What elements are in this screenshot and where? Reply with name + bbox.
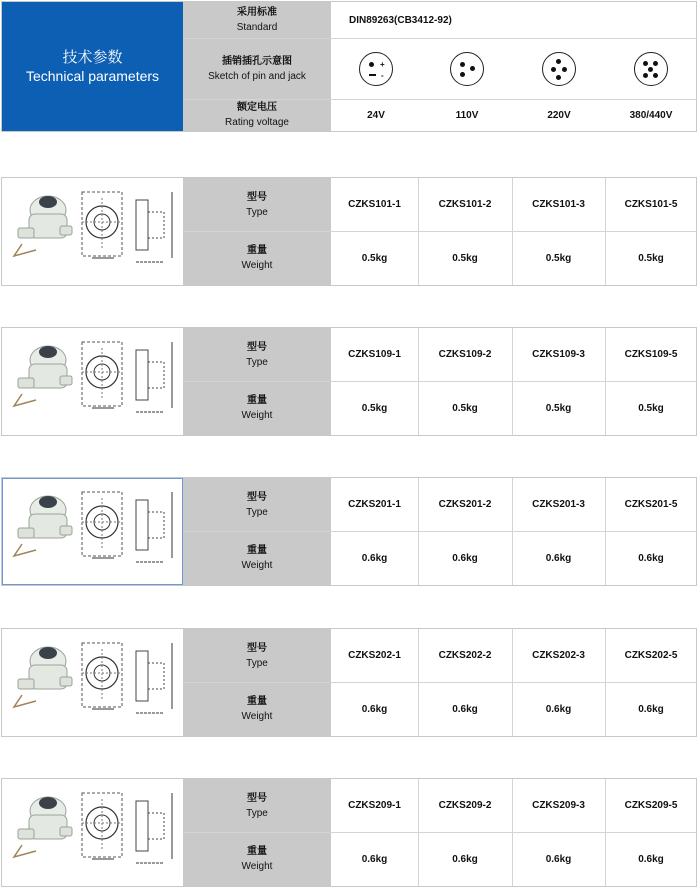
- model-number: CZKS202-5: [624, 650, 678, 661]
- weight-value: 0.5kg: [452, 252, 478, 264]
- weight-value: 0.6kg: [361, 552, 388, 564]
- model-number: CZKS209-3: [532, 800, 585, 811]
- voltage-label: [183, 99, 331, 131]
- pin-sketch-3: [513, 38, 605, 99]
- type-label-zh: 型号: [247, 491, 267, 503]
- connector-drawing-icon: [2, 328, 183, 435]
- model-number: CZKS209-2: [438, 800, 492, 811]
- model-number: CZKS201-3: [532, 499, 585, 510]
- product-image: [2, 779, 183, 886]
- weight-label: [183, 832, 331, 886]
- weight-label: [183, 531, 331, 585]
- 3-pin-jack-icon: [450, 52, 484, 86]
- standard-label: [183, 2, 331, 38]
- type-label: [183, 478, 331, 531]
- connector-drawing-icon: [2, 779, 183, 886]
- weight-label-zh: 重量: [247, 545, 267, 556]
- product-table: [1, 477, 697, 586]
- model-number: CZKS101-1: [348, 199, 401, 210]
- weight-label-zh: 重量: [247, 245, 267, 256]
- weight-label-zh: 重量: [247, 395, 267, 406]
- type-label-zh: 型号: [247, 191, 267, 203]
- weight-value: 0.6kg: [452, 552, 478, 564]
- weight-label: [183, 381, 331, 435]
- voltage-value: 110V: [455, 109, 479, 121]
- product-image: [2, 178, 183, 285]
- standard-value: DIN89263(CB3412-92): [349, 14, 452, 26]
- weight-value: 0.6kg: [638, 703, 664, 715]
- model-number: CZKS209-5: [624, 800, 678, 811]
- type-label-en: Type: [246, 206, 268, 218]
- weight-value: 0.6kg: [638, 552, 664, 564]
- weight-value: 0.5kg: [638, 402, 664, 414]
- weight-label: [183, 231, 331, 285]
- type-label-en: Type: [246, 807, 268, 819]
- header-title-en: Technical parameters: [25, 67, 160, 84]
- type-label-en: Type: [246, 657, 268, 669]
- model-number: CZKS101-3: [532, 199, 585, 210]
- model-number: CZKS109-1: [348, 349, 401, 360]
- model-number: CZKS201-2: [438, 499, 492, 510]
- weight-value: 0.5kg: [361, 252, 388, 264]
- product-image: [2, 328, 183, 435]
- model-number: CZKS209-1: [348, 800, 401, 811]
- 4-pin-jack-icon: [542, 52, 576, 86]
- weight-value: 0.6kg: [638, 853, 664, 865]
- pin-sketch-1: [331, 38, 421, 99]
- weight-value: 0.6kg: [545, 703, 572, 715]
- weight-label-en: Weight: [241, 260, 273, 271]
- type-label: [183, 629, 331, 682]
- weight-value: 0.6kg: [452, 703, 478, 715]
- product-table: [1, 177, 697, 286]
- weight-value: 0.5kg: [545, 252, 572, 264]
- model-number: CZKS109-2: [438, 349, 492, 360]
- standard-label-zh: 采用标准: [237, 7, 277, 18]
- product-table: [1, 778, 697, 887]
- voltage-value: 24V: [367, 109, 385, 121]
- type-label-en: Type: [246, 506, 268, 518]
- 2-pin-jack-icon: + -: [359, 52, 393, 86]
- weight-value: 0.6kg: [452, 853, 478, 865]
- type-label: [183, 178, 331, 231]
- weight-value: 0.5kg: [545, 402, 572, 414]
- product-image: [2, 629, 183, 736]
- product-table: [1, 628, 697, 737]
- type-label: [183, 328, 331, 381]
- standard-label-en: Standard: [236, 22, 278, 33]
- type-label: [183, 779, 331, 832]
- pin-sketch-4: [605, 38, 697, 99]
- model-number: CZKS109-5: [624, 349, 678, 360]
- technical-parameters-header: [2, 2, 183, 131]
- weight-label-zh: 重量: [247, 846, 267, 857]
- weight-label-en: Weight: [241, 410, 273, 421]
- weight-label-zh: 重量: [247, 696, 267, 707]
- model-number: CZKS201-5: [624, 499, 678, 510]
- type-label-en: Type: [246, 356, 268, 368]
- connector-drawing-icon: [2, 478, 183, 585]
- weight-label-en: Weight: [241, 861, 273, 872]
- weight-label-en: Weight: [241, 711, 273, 722]
- technical-parameters-table: [1, 1, 697, 132]
- weight-label-en: Weight: [241, 560, 273, 571]
- sketch-label-zh: 插销插孔示意图: [222, 55, 292, 67]
- product-image: [2, 478, 183, 585]
- weight-value: 0.5kg: [452, 402, 478, 414]
- voltage-value: 380/440V: [629, 109, 673, 121]
- weight-value: 0.6kg: [361, 853, 388, 865]
- sketch-label-en: Sketch of pin and jack: [208, 70, 306, 82]
- voltage-label-zh: 额定电压: [237, 102, 277, 113]
- model-number: CZKS101-2: [438, 199, 492, 210]
- type-label-zh: 型号: [247, 792, 267, 804]
- weight-value: 0.6kg: [361, 703, 388, 715]
- weight-value: 0.5kg: [638, 252, 664, 264]
- product-table: [1, 327, 697, 436]
- model-number: CZKS202-2: [438, 650, 492, 661]
- connector-drawing-icon: [2, 629, 183, 736]
- weight-value: 0.6kg: [545, 853, 572, 865]
- voltage-label-en: Rating voltage: [225, 117, 289, 128]
- header-title-zh: 技术参数: [62, 48, 123, 66]
- model-number: CZKS202-3: [532, 650, 585, 661]
- weight-value: 0.6kg: [545, 552, 572, 564]
- pin-sketch-2: [421, 38, 513, 99]
- sketch-label: [183, 38, 331, 99]
- 5-pin-jack-icon: [634, 52, 668, 86]
- model-number: CZKS109-3: [532, 349, 585, 360]
- model-number: CZKS201-1: [348, 499, 401, 510]
- model-number: CZKS202-1: [348, 650, 401, 661]
- model-number: CZKS101-5: [624, 199, 678, 210]
- voltage-value: 220V: [547, 109, 571, 121]
- weight-label: [183, 682, 331, 736]
- type-label-zh: 型号: [247, 341, 267, 353]
- type-label-zh: 型号: [247, 642, 267, 654]
- connector-drawing-icon: [2, 178, 183, 285]
- weight-value: 0.5kg: [361, 402, 388, 414]
